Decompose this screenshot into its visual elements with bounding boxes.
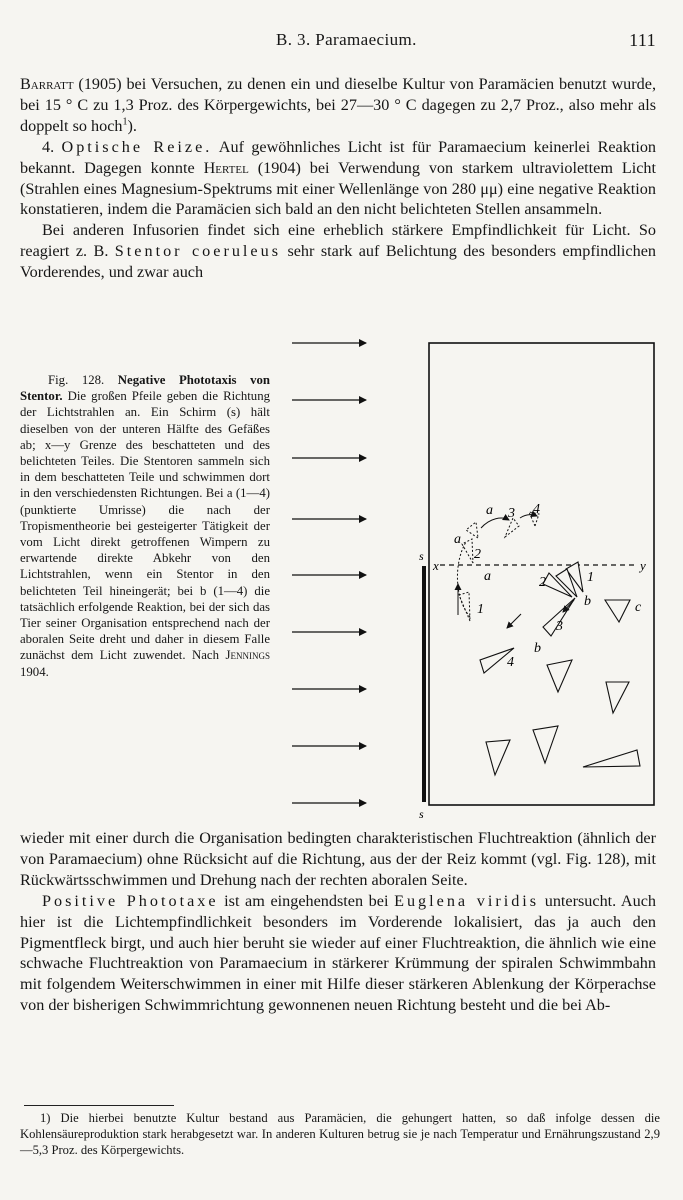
footnote-marker: 1) [40,1111,51,1125]
footnote: 1) Die hierbei benutzte Kultur bestand aus Paramäcien, die gehungert hatten, so daß infolge dessen die Kohlensäureproduktion stark herabgesetzt war. In anderen Kulturen betrug sie je nach Temperatur und Ernährungszustand 2,9—5,3 Proz. des Körpergewichts. [20,1111,660,1157]
stentor-outline-dotted [462,539,473,563]
stentor-body [606,682,629,713]
top-text-block [20,74,656,283]
boundary-label-x: x [433,558,439,573]
stentor-outline-dotted [459,592,470,621]
section-heading-positive-phototaxe: Positive Phototaxe [42,891,219,910]
boundary-label-y: y [640,558,646,573]
label-2-a: 2 [474,547,481,562]
label-b-right: b [584,594,591,609]
label-2-b: 2 [539,575,546,590]
footnote-divider [24,1105,174,1106]
reaction-arrow [507,614,521,628]
footnote-reference[interactable]: 1 [122,116,128,128]
label-a-lower: a [484,569,491,584]
label-3-upper: 3 [508,506,515,521]
section-heading-optische-reize: Optische Reize. [61,137,213,156]
figure-caption: Fig. 128. Negative Phototaxis von Stentor. Die großen Pfeile geben die Richtung der Lichtstrahlen an. Ein Schirm (s) hält dieselben von der unteren Hälfte des Gefäßes ab; x—y Grenze des beschatteten und des belichteten Teiles. Die Stentoren sammeln sich in dem beschatteten Teile und schwimmen dort in den verschiedensten Richtungen. Bei a (1—4) (punktierte Umrisse) die nach der Tropismentheorie bei gesteigerter Tätigkeit der vom Licht direkt getroffenen Wimpern zu erwartende direkte Abkehr von den Lichtstrahlen, wenn ein Stentor in den belichteten Teil hineingerät; bei b (1—4) die tatsächlich erfolgende Reaktion, bei der sich das Tier seiner Organisation entsprechend nach der aboralen Seite dreht und daher in diesem Falle zunächst dem Licht zuwendet. Nach Jennings 1904. [20,373,270,679]
label-b-lower: b [534,641,541,656]
label-c: c [635,600,642,615]
bottom-text-block [20,828,656,1016]
label-3-b: 3 [556,619,563,634]
species-euglena: Euglena viridis [394,891,540,910]
stentor-path-a-dotted [457,512,539,621]
label-1-b: 1 [587,570,594,585]
page-header [20,30,656,54]
screen-label-top: s [419,549,424,563]
path-arrow-curve [481,518,509,528]
label-a-upper: a [486,503,493,518]
label-4-upper: 4 [533,502,540,517]
reaction-arrow [563,600,574,612]
author-hertel: Hertel [203,158,249,177]
paragraph-optische-reize: 4. Optische Reize. Auf gewöhnliches Licht ist für Paramaecium keinerlei Reaktion bekannt. Dagegen konnte Hertel (1904) bei Verwendung von starkem ultraviolettem Licht (Strahlen eines Magnesium-Spektrums mit einer Wellenlänge von 280 μμ) eine negative Reaktion konstatieren, indem die Paramäcien sich bald an den nicht belichteten Stellen ansammeln. [20,137,657,219]
stentor-body [547,660,572,692]
label-4-b: 4 [507,655,514,670]
stentor-path-b [480,562,583,673]
light-ray-arrows [292,343,366,803]
paragraph-positive-phototaxe: Positive Phototaxe ist am eingehendsten bei Euglena viridis untersucht. Auch hier ist die Lichtempfindlichkeit besonders im Vorderende lokalisiert, das ja auch den Pigmentfleck birgt, und auch hier beruht sie wieder auf einer Fluchtreaktion, die ähnlich wie eine schwache Fluchtreaktion von Paramaecium in stärkerer Krümmung der spiralen Schwimmbahn mit folgendem Weiterschwimmen in einer mit Hilfe dieser stärkeren Ablenkung der Körperachse von der bisherigen Schwimmrichtung gewonnenen neuen Richtung besteht und die bei Ab- [20,891,656,1015]
label-1-a: 1 [477,602,484,617]
paragraph-fluchtreaktion: wieder mit einer durch die Organisation bedingten charakteristischen Fluchtreaktion (ähnlich der von Paramaecium) ohne Rücksicht auf die Richtung, aus der der Reiz kommt (vgl. Fig. 128), mit Rückwärtsschwimmen und Drehung nach der rechten aboralen Seite. [20,829,656,889]
author-barratt: Barratt [20,75,74,93]
stentor-outline-dotted [466,522,478,538]
figure-title: Negative Phototaxis von Stentor. [20,373,270,404]
paragraph-infusorien: Bei anderen Infusorien findet sich eine erheblich stärkere Empfindlichkeit für Licht. So reagiert z. B. Stentor coeruleus sehr stark auf Belichtung des besonders empfindlichen Vorderendes, und zwar auch [20,221,656,282]
figure-label: Fig. 128. [48,373,105,387]
running-title: B. 3. Paramaecium. [276,30,417,49]
label-a-left: a [454,532,461,547]
paragraph-barratt: Barratt (1905) bei Versuchen, zu denen ein und dieselbe Kultur von Paramäcien benutzt wurde, bei 15 ° C zu 1,3 Proz. des Körpergewichts, bei 27—30 ° C dagegen zu 2,7 Proz., also mehr als doppelt so hoch$^1$). [20,75,656,135]
stentor-body [605,600,630,622]
species-stentor: Stentor coeruleus [114,242,282,261]
stentor-body [486,740,510,775]
figure-128-stentor [288,330,668,820]
stentor-body [533,726,558,763]
screen-label-bottom: s [419,807,424,820]
author-jennings: Jennings [225,648,270,663]
stentor-body [583,750,640,767]
page-number: 111 [629,30,656,50]
